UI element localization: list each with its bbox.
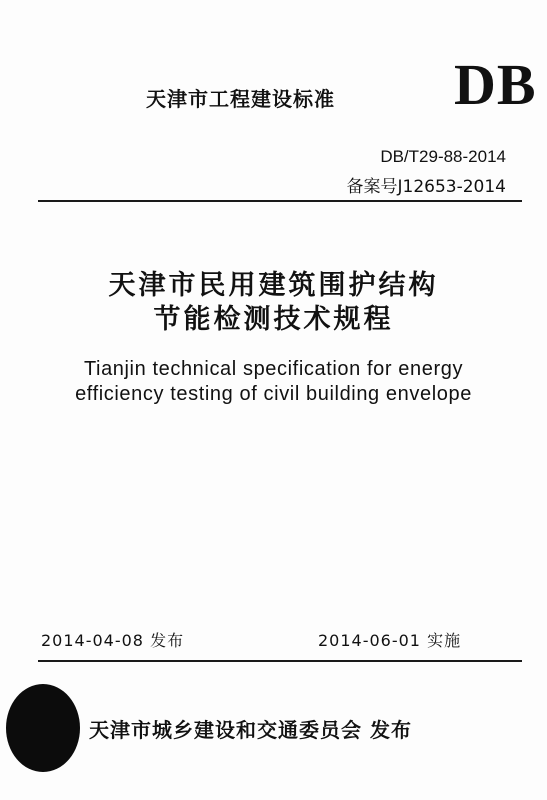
record-number: 备案号J12653-2014 — [346, 177, 506, 197]
title-en-line-1: Tianjin technical specification for energy — [83, 358, 464, 380]
bottom-divider — [38, 660, 522, 662]
top-divider — [38, 200, 522, 202]
publisher-line: 天津市城乡建设和交通委员会 发布 — [89, 718, 412, 742]
publisher-seal-icon — [6, 684, 80, 772]
title-cn-line-1: 天津市民用建筑围护结构 — [108, 270, 439, 301]
title-cn-line-2: 节能检测技术规程 — [153, 304, 394, 335]
standard-number: DB/T29-88-2014 — [380, 147, 506, 166]
title-en-line-2: efficiency testing of civil building envelope — [75, 383, 472, 405]
issue-date: 2014-04-08 发布 — [41, 631, 185, 650]
db-mark: DB — [454, 52, 537, 117]
implementation-date: 2014-06-01 实施 — [318, 631, 462, 650]
series-title: 天津市工程建设标准 — [146, 87, 335, 111]
